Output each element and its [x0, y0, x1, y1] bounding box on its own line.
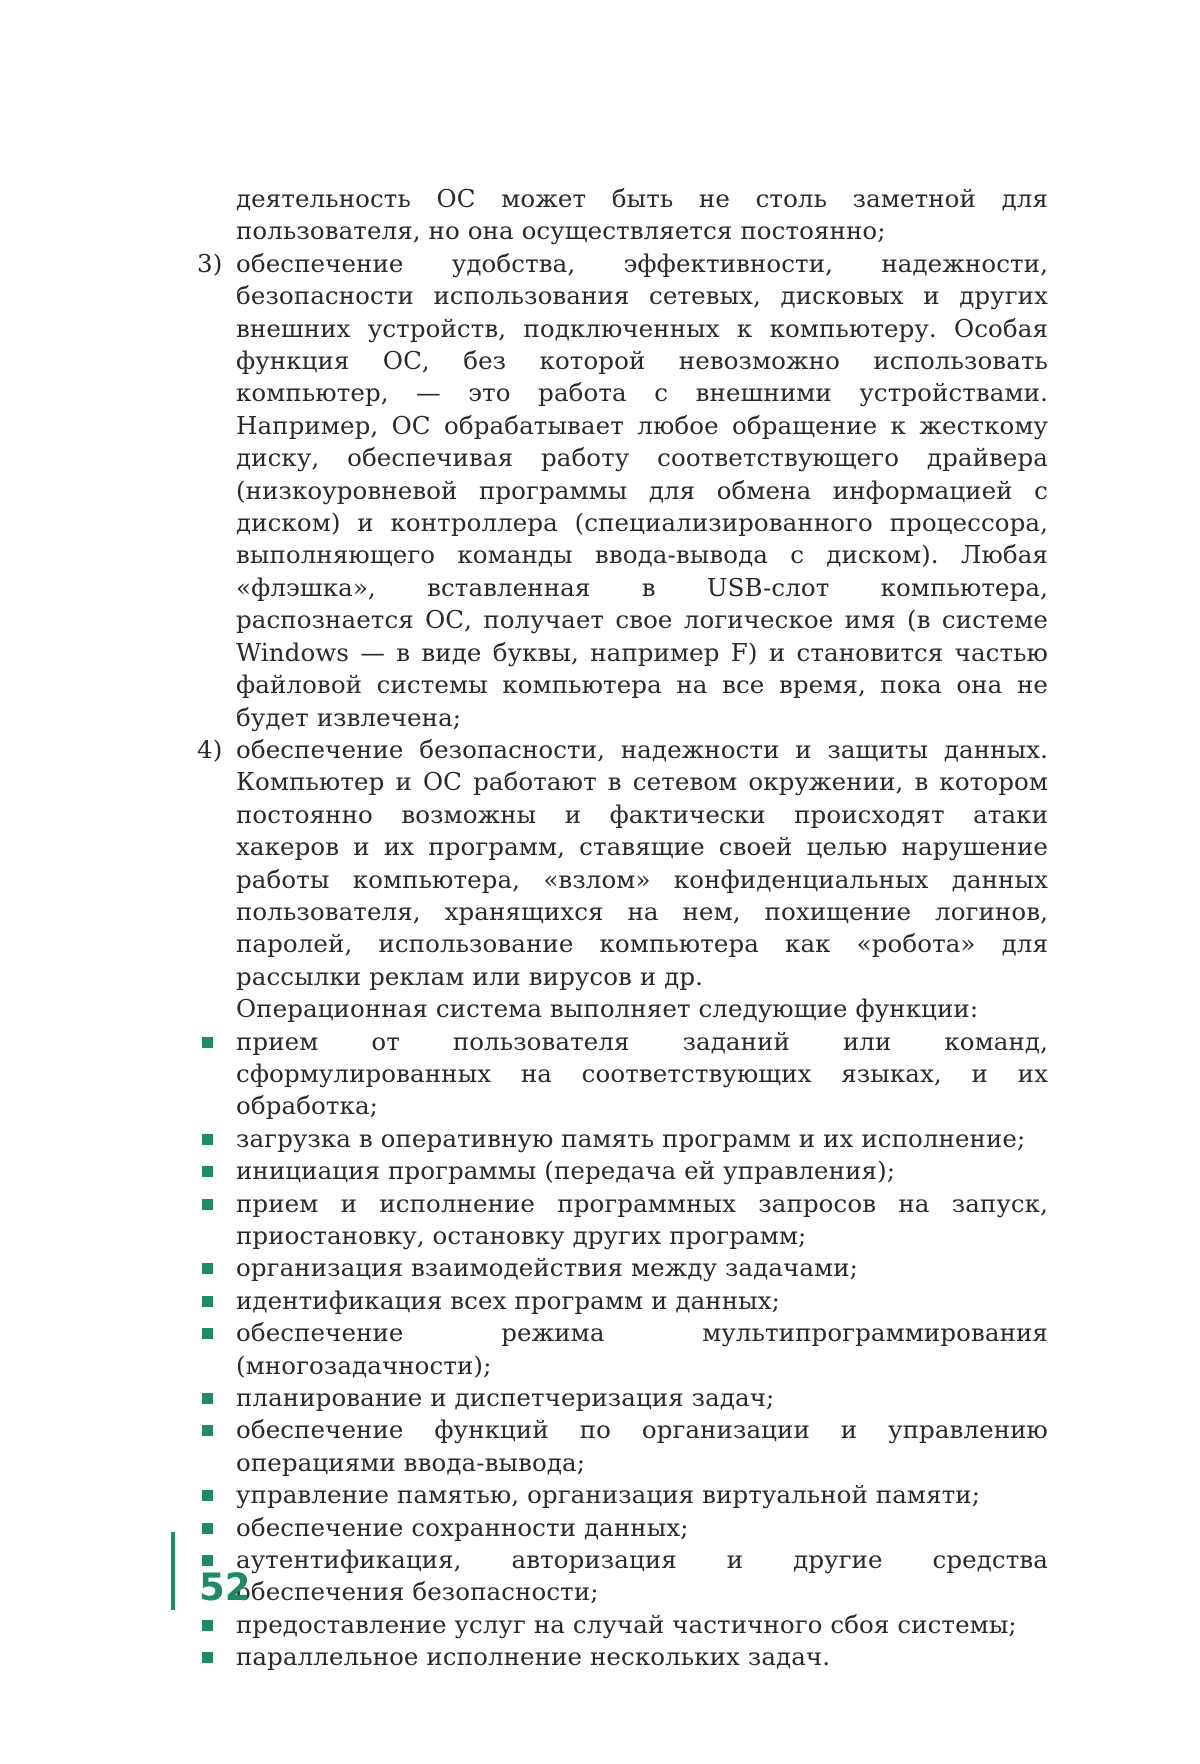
bullet-item: организация взаимодействия между задачами;	[236, 1252, 1048, 1284]
page-number: 52	[199, 1566, 251, 1609]
continuation-paragraph: деятельность ОС может быть не столь заметной для пользователя, но она осуществляется постоянно;	[236, 184, 1048, 246]
bullet-item: аутентификация, авторизация и другие средства обеспечения безопасности;	[236, 1544, 1048, 1609]
square-bullet-icon	[202, 1199, 213, 1210]
bullet-item: загрузка в оперативную память программ и их исполнение;	[236, 1123, 1048, 1155]
square-bullet-icon	[202, 1296, 213, 1307]
square-bullet-icon	[202, 1328, 213, 1339]
item-number: 3)	[197, 248, 223, 278]
item-text: обеспечение безопасности, надежности и защиты данных. Компьютер и ОС работают в сетевом окружении, в котором постоянно возможны и фактически происходят атаки хакеров и их программ, ставящие своей целью нарушение работы компьютера, «взлом» конфиденциальных данных пользователя, хранящихся на нем, похищение логинов, паролей, использование компьютера как «робота» для рассылки реклам или вирусов и др.	[236, 734, 1048, 991]
bullet-item: планирование и диспетчеризация задач;	[236, 1382, 1048, 1414]
square-bullet-icon	[202, 1652, 213, 1663]
bullet-item: управление памятью, организация виртуальной памяти;	[236, 1479, 1048, 1511]
bullet-item: предоставление услуг на случай частичного сбоя системы;	[236, 1609, 1048, 1641]
square-bullet-icon	[202, 1166, 213, 1177]
item-number: 4)	[197, 734, 223, 764]
square-bullet-icon	[202, 1620, 213, 1631]
bullet-item: прием и исполнение программных запросов на запуск, приостановку, остановку других программ;	[236, 1188, 1048, 1253]
square-bullet-icon	[202, 1425, 213, 1436]
page-number-rule	[171, 1532, 175, 1610]
square-bullet-icon	[202, 1263, 213, 1274]
numbered-item-3	[197, 248, 1048, 734]
square-bullet-icon	[202, 1523, 213, 1534]
bullet-item: обеспечение режима мультипрограммирования (многозадачности);	[236, 1317, 1048, 1382]
bullet-item: прием от пользователя заданий или команд, сформулированных на соответствующих языках, и их обработка;	[236, 1026, 1048, 1123]
bullet-item: инициация программы (передача ей управления);	[236, 1155, 1048, 1187]
square-bullet-icon	[202, 1393, 213, 1404]
bullet-item: обеспечение сохранности данных;	[236, 1512, 1048, 1544]
functions-intro: Операционная система выполняет следующие функции:	[236, 994, 979, 1024]
numbered-item-4	[197, 734, 1048, 993]
square-bullet-icon	[202, 1037, 213, 1048]
item-text: обеспечение удобства, эффективности, надежности, безопасности использования сетевых, дисковых и других внешних устройств, подключенных к компьютеру. Особая функция ОС, без которой невозможно использовать компьютер, — это работа с внешними устройствами. Например, ОС обрабатывает любое обращение к жесткому диску, обеспечивая работу соответствующего драйвера (низкоуровневой программы для обмена информацией с диском) и контроллера (специализированного процессора, выполняющего команды ввода-вывода с диском). Любая «флэшка», вставленная в USB-слот компьютера, распознается ОС, получает свое логическое имя (в системе Windows — в виде буквы, например F) и становится частью файловой системы компьютера на все время, пока она не будет извлечена;	[236, 248, 1048, 732]
bullet-item: обеспечение функций по организации и управлению операциями ввода-вывода;	[236, 1414, 1048, 1479]
square-bullet-icon	[202, 1490, 213, 1501]
bullet-item: идентификация всех программ и данных;	[236, 1285, 1048, 1317]
square-bullet-icon	[202, 1555, 213, 1566]
bullet-item: параллельное исполнение нескольких задач.	[236, 1641, 1048, 1673]
square-bullet-icon	[202, 1134, 213, 1145]
